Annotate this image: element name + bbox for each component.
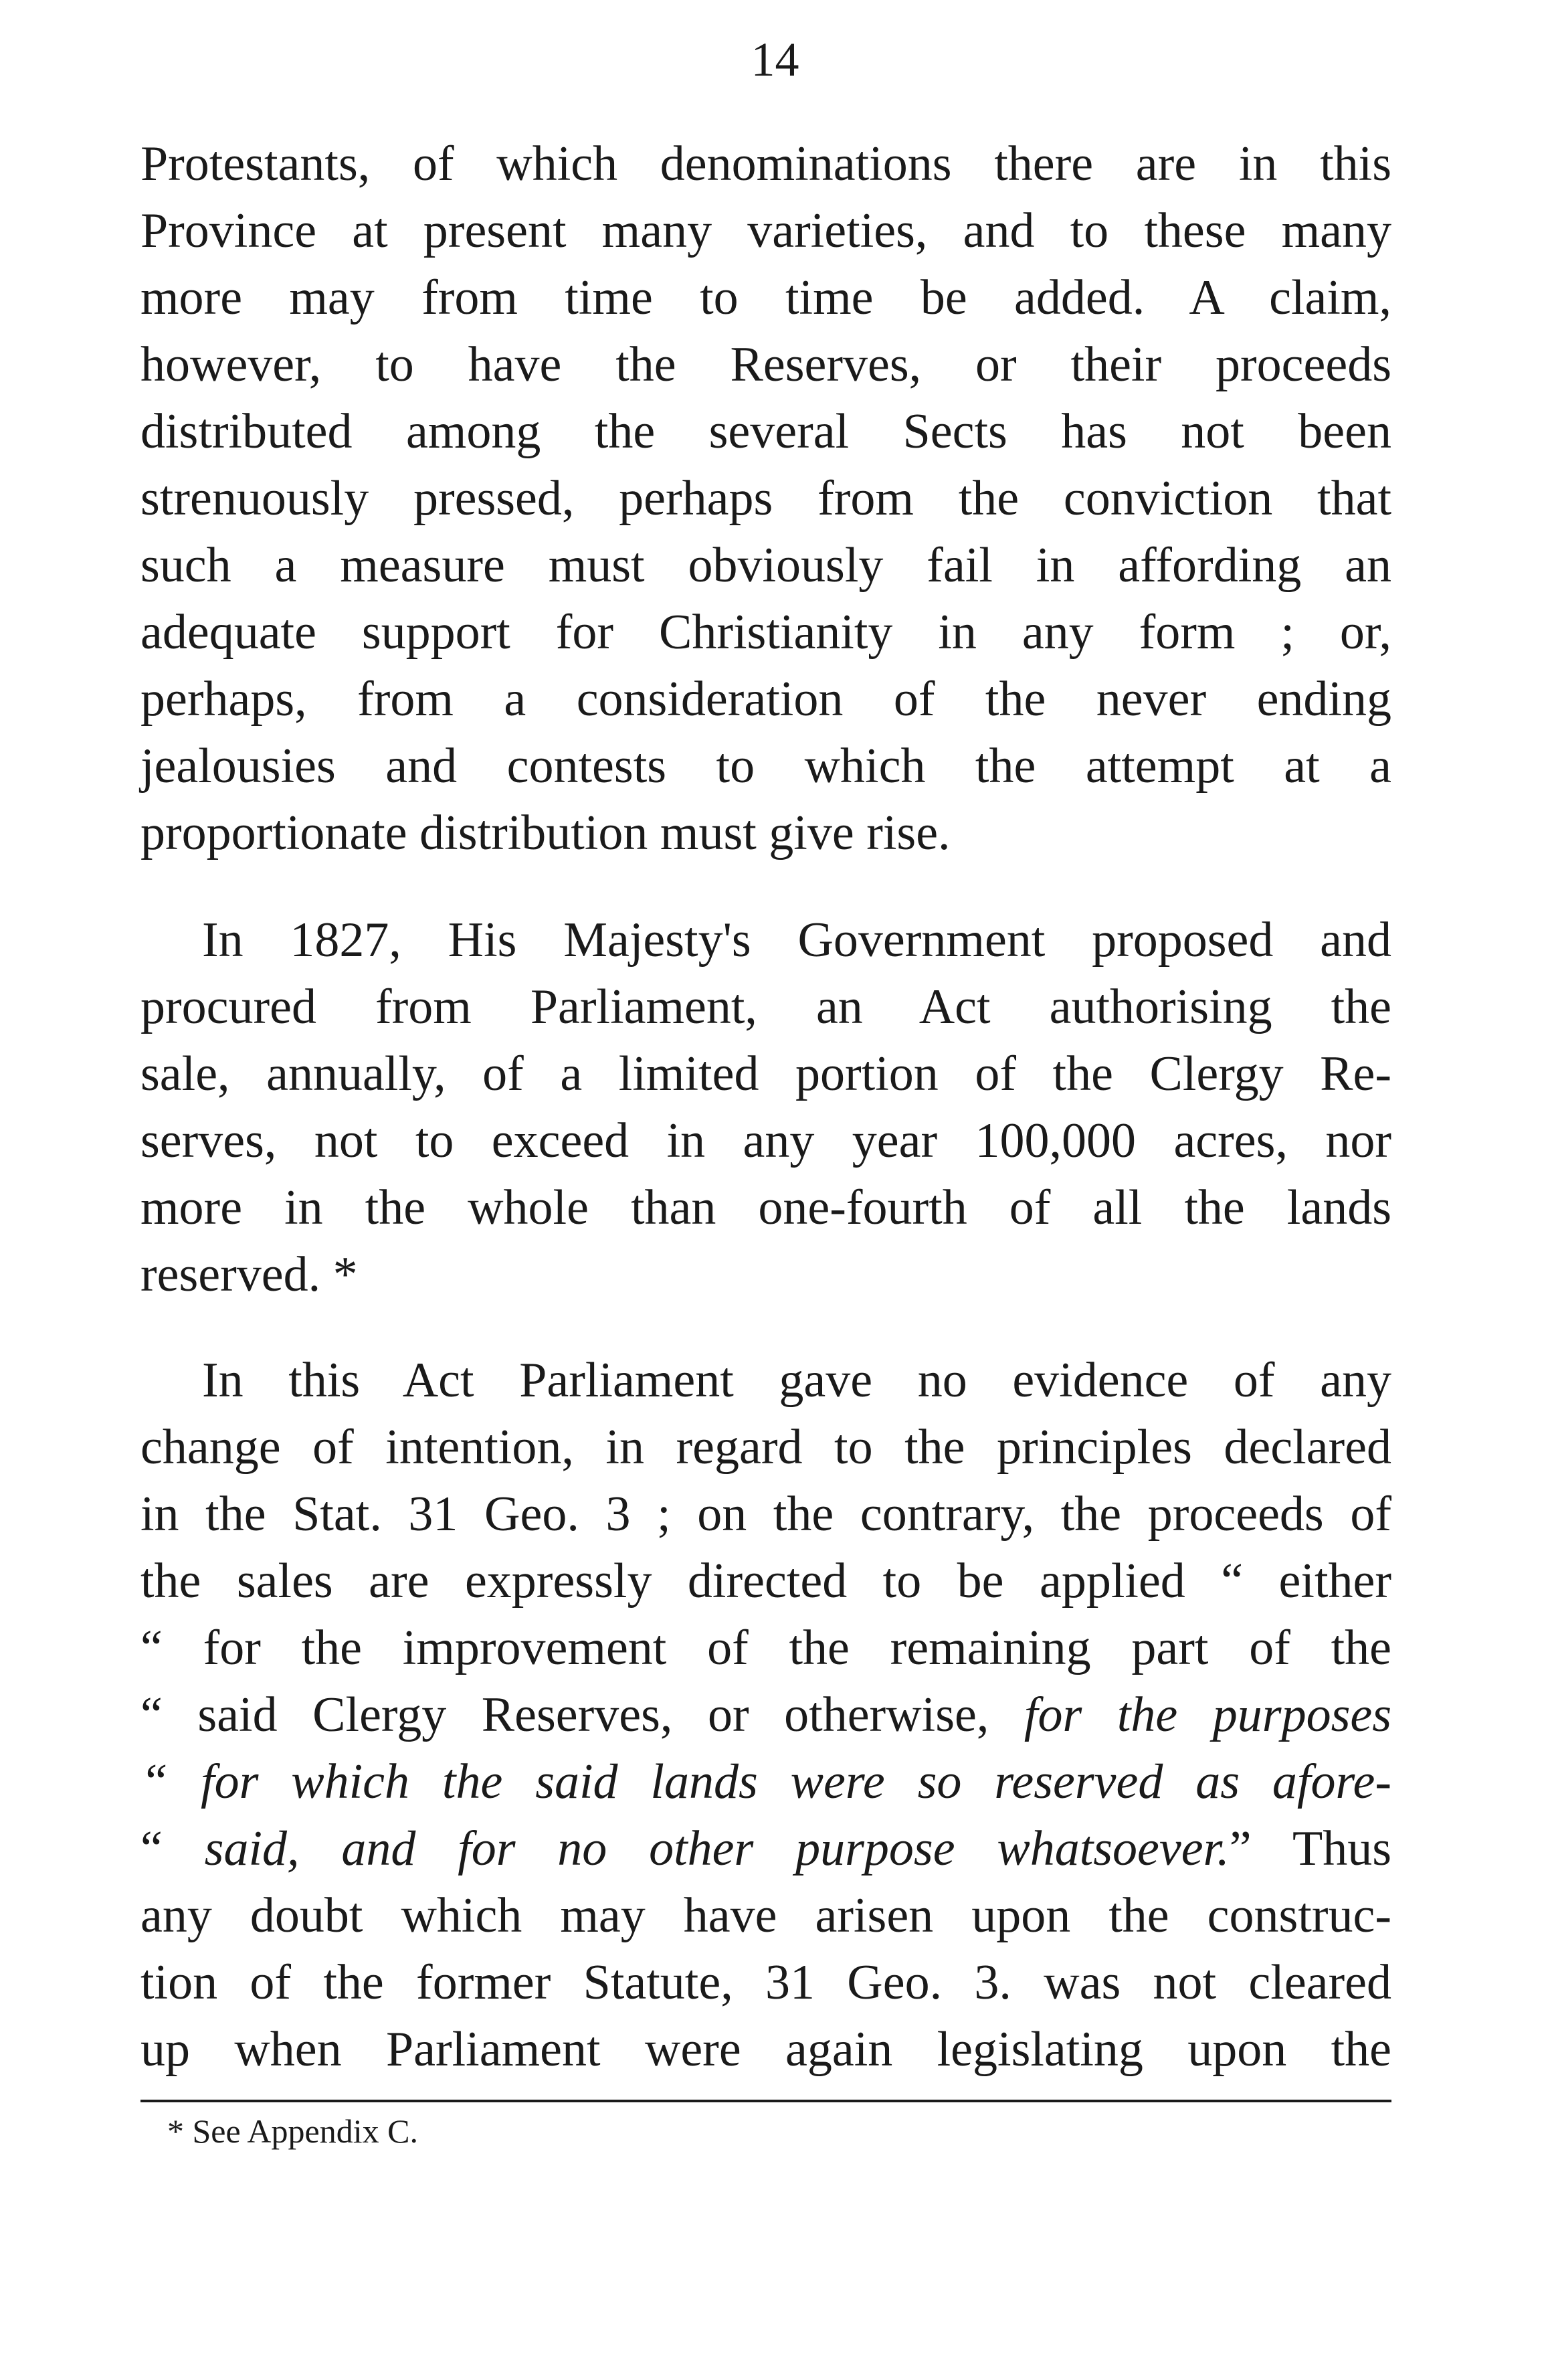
footnote: * See Appendix C. xyxy=(167,2112,418,2150)
text-line: more may from time to time be added. A claim, xyxy=(140,270,1391,325)
text-line: procured from Parliament, an Act authorising the xyxy=(140,980,1391,1034)
paragraph-1 xyxy=(140,130,1391,866)
footnote-divider xyxy=(140,2100,1391,2102)
text-line: serves, not to exceed in any year 100,000 acres, nor xyxy=(140,1113,1391,1168)
paragraph-gap xyxy=(140,1308,1391,1347)
text-line: Province at present many varieties, and to these many xyxy=(140,203,1391,258)
text-line: the sales are expressly directed to be applied “ either xyxy=(140,1554,1391,1609)
text-run: “ xyxy=(140,1821,163,1876)
italic-run: said, and for no other purpose whatsoever. xyxy=(204,1821,1230,1876)
text-line: tion of the former Statute, 31 Geo. 3. was not cleared xyxy=(140,1955,1391,2010)
text-line xyxy=(140,1748,1391,1815)
text-line: in the Stat. 31 Geo. 3 ; on the contrary, the proceeds of xyxy=(140,1487,1391,1542)
text-line: sale, annually, of a limited portion of the Clergy Re- xyxy=(140,1046,1391,1101)
text-line xyxy=(140,1681,1391,1748)
text-line: “ for the improvement of the remaining part of the xyxy=(140,1621,1391,1675)
text-line: proportionate distribution must give rise. xyxy=(140,806,951,860)
text-line: more in the whole than one-fourth of all the lands xyxy=(140,1180,1391,1235)
paragraph-gap xyxy=(140,866,1391,907)
text-line: adequate support for Christianity in any form ; or, xyxy=(140,605,1391,660)
text-line: distributed among the several Sects has not been xyxy=(140,404,1391,459)
text-line: perhaps, from a consideration of the never ending xyxy=(140,672,1391,727)
text-line: In 1827, His Majesty's Government proposed and xyxy=(202,913,1391,968)
text-line: strenuously pressed, perhaps from the conviction that xyxy=(140,471,1391,526)
text-line: jealousies and contests to which the attempt at a xyxy=(140,739,1391,794)
paragraph-3 xyxy=(140,1347,1391,2083)
italic-run: for the purposes xyxy=(1024,1687,1392,1742)
text-line xyxy=(140,1815,1391,1882)
italic-run: “ for which the said lands were so reserved as afore- xyxy=(140,1754,1391,1809)
text-line: Protestants, of which denominations there are in this xyxy=(140,136,1391,191)
text-line: In this Act Parliament gave no evidence of any xyxy=(202,1353,1391,1408)
body-text xyxy=(140,130,1391,2083)
paragraph-2 xyxy=(140,907,1391,1308)
text-line: such a measure must obviously fail in affording an xyxy=(140,538,1391,593)
text-line: any doubt which may have arisen upon the construc- xyxy=(140,1888,1391,1943)
text-line: change of intention, in regard to the principles declared xyxy=(140,1420,1391,1475)
text-run: ” Thus xyxy=(1229,1821,1392,1876)
text-line: however, to have the Reserves, or their proceeds xyxy=(140,337,1391,392)
text-line: reserved. * xyxy=(140,1247,358,1302)
page-number: 14 xyxy=(751,33,799,86)
text-run: “ said Clergy Reserves, or otherwise, xyxy=(140,1687,989,1742)
text-line: up when Parliament were again legislating upon the xyxy=(140,2022,1391,2077)
